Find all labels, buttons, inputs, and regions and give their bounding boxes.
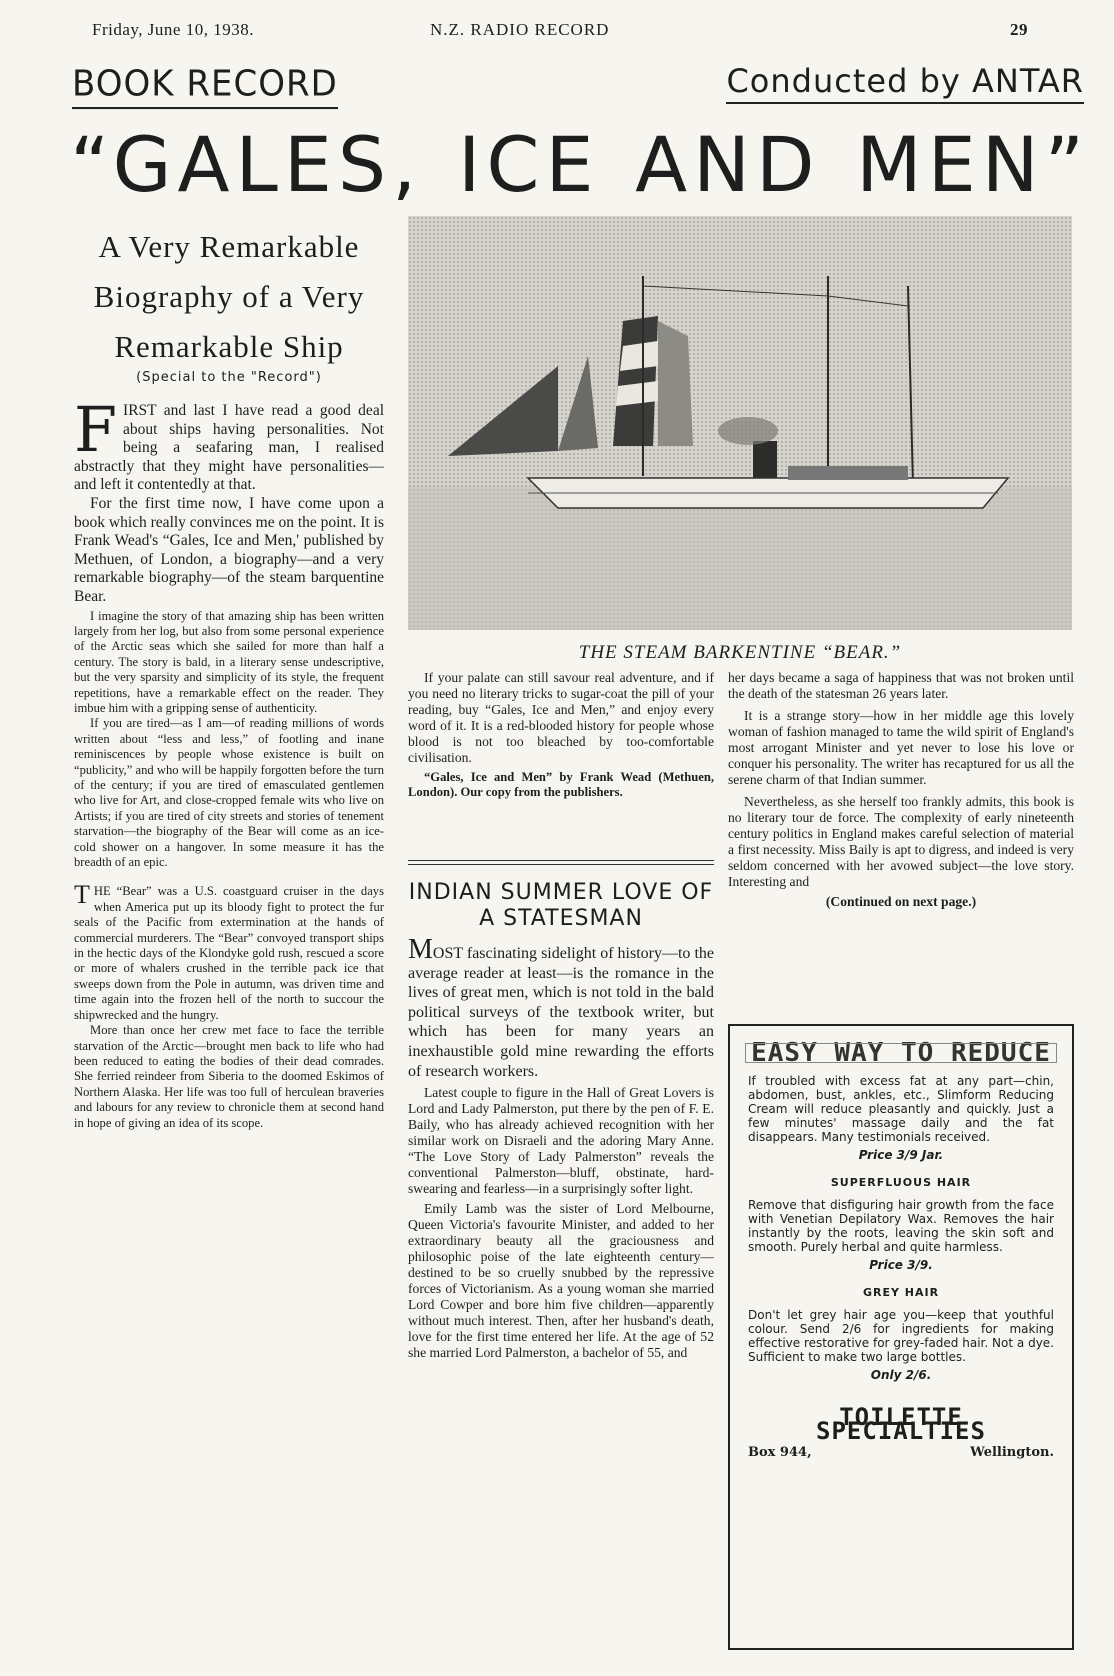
paragraph: For the first time now, I have come upon a book which really convinces me on the point. It is Frank Wead's “Gales, Ice and Men,' published by Methuen, of London, a biography—and a very remarkable biography—of the steam barquentine Bear. xyxy=(74,494,384,605)
special-note: (Special to the "Record") xyxy=(136,370,322,385)
paragraph: Emily Lamb was the sister of Lord Melbourne, Queen Victoria's favourite Minister, and added to her extraordinary beauty all the graciousness and philosophic poise of the late eighteenth century—destined to be so cruelly snubbed by the repressive forces of Victorianism. As a young woman she married Lord Cowper and bore him five children—apparently without much interest. Then, after her husband's death, love for the first time entered her life. At the age of 52 she married Lord Palmerston, a bachelor of 55, and xyxy=(408,1201,714,1361)
second-article-title: INDIAN SUMMER LOVE OF A STATESMAN xyxy=(408,880,714,931)
intro-paragraph: IRST and last I have read a good deal about ships having personalities. Not being a seafaring man, I realised abstractly that they might have personalities—and left it contentedly at that. xyxy=(74,402,384,494)
ad-box: Box 944, xyxy=(748,1445,812,1460)
issue-date: Friday, June 10, 1938. xyxy=(92,20,254,39)
ad-price: Price 3/9. xyxy=(869,1258,933,1272)
drop-cap: M xyxy=(408,934,433,965)
paragraph: OST fascinating sidelight of history—to the average reader at least—is the romance in the lives of great men, which is not told in the bald political surveys of the textbook writer, but which has been for many years an inexhaustible gold mine rewarding the efforts of research workers. xyxy=(408,945,714,1080)
ad-subheading: GREY HAIR xyxy=(862,1286,940,1299)
ad-paragraph: If troubled with excess fat at any part—chin, abdomen, bust, ankles, etc., Slimform Reducing Cream will reduce pleasantly and quickly. Just a few minutes' massage daily and the fat disappears. Many testimonials received. xyxy=(748,1074,1054,1144)
ad-title: EASY WAY TO REDUCE xyxy=(748,1046,1054,1060)
page-number: 29 xyxy=(1010,20,1028,39)
ad-paragraph: Remove that disfiguring hair growth from the face with Venetian Depilatory Wax. Removes the hair instantly by the roots, leaving the skin soft and smooth. Purely herbal and quite harmless. xyxy=(748,1198,1054,1254)
paragraph: her days became a saga of happiness that was not broken until the death of the statesman 26 years later. xyxy=(728,670,1074,701)
section-title: BOOK RECORD xyxy=(72,63,338,109)
paragraph: More than once her crew met face to face the terrible starvation of the Arctic—brought men back to life who had been reduced to eating the bodies of their dead comrades. She ferried reindeer from Siberia to the doomed Eskimos of Northern Alaska. Her life was too full of herculean braveries and labours for any review to chronicle them at second hand in hope of giving an idea of its scope. xyxy=(74,1023,384,1130)
headline-word: “GALES, xyxy=(70,120,423,209)
advertisement xyxy=(728,1024,1074,1650)
drop-cap: T xyxy=(74,880,90,910)
ship-photo xyxy=(408,216,1072,630)
ad-address xyxy=(748,1446,1054,1460)
paragraph: If your palate can still savour real adventure, and if you need no literary tricks to sugar-coat the pill of your reading, buy “Gales, Ice and Men,” and enjoy every word of it. It is a red-blooded history for people whose blood is not too bleached by too-comfortable civilisation. xyxy=(408,670,714,765)
paragraph: HE “Bear” was a U.S. coastguard cruiser in the days when America put up its bloody fight to protect the fur seals of the Pacific from extermination at the hands of commercial murderers. The “Bear” convoyed transport ships in the hectic days of the Klondyke gold rush, rescued a score or more of whalers crushed in the terrible pack ice that sweeps down from the Pole in autumn, was driven time and time again into the frozen hell of the north to succour the shipwrecked and the hungry. xyxy=(74,884,384,1022)
conducted-by: Conducted by ANTAR xyxy=(726,62,1084,104)
headline-word: ICE xyxy=(457,120,600,209)
book-byline: “Gales, Ice and Men” by Frank Wead (Methuen, London). Our copy from the publishers. xyxy=(408,770,714,799)
ad-brand: TOILETTE SPECIALTIES xyxy=(816,1403,986,1445)
ad-subheading: SUPERFLUOUS HAIR xyxy=(830,1176,972,1189)
article-column-2 xyxy=(408,670,714,800)
continued-note: (Continued on next page.) xyxy=(825,894,977,909)
paragraph: Latest couple to figure in the Hall of Great Lovers is Lord and Lady Palmerston, put there by the pen of F. E. Baily, who has already achieved recognition with her similar work on Disraeli and the adoring Mary Anne. “The Love Story of Lady Palmerston” reveals the conventional Palmerston—bluff, obstinate, hard-swearing and fearless—in a surprisingly softer light. xyxy=(408,1085,714,1197)
headline-word: MEN” xyxy=(856,120,1090,209)
headline-word: AND xyxy=(635,120,821,209)
drop-cap: F xyxy=(74,393,118,466)
article-subhead: A Very Remarkable Biography of a Very Remarkable Ship xyxy=(93,229,365,364)
paragraph: I imagine the story of that amazing ship has been written largely from her log, but also from some personal experience of the Arctic seas which she sailed for more than half a century. The story is bald, in a literary sense undescriptive, but the very sparsity and simplicity of its style, the frequent repetitions, have a remarkable effect on the reader. They imbue him with a gripping sense of authenticity. xyxy=(74,608,384,715)
ad-paragraph: Don't let grey hair age you—keep that youthful colour. Send 2/6 for ingredients for making effective restorative for grey-faded hair. Not a dye. Sufficient to make two large bottles. xyxy=(748,1308,1054,1364)
ad-price: Only 2/6. xyxy=(870,1368,932,1382)
paragraph: If you are tired—as I am—of reading millions of words written about “less and less,” of footling and inane reminiscences by people whose existence is built on “publicity,” and who will be happily forgotten before the turn of the century; if you are tired of emasculated gentlemen who live for Art, and close-cropped female wits who live on Artists; if you are tired of city streets and stories of tenement starvation—the biography of the Bear will come as an ice-cold shower on a hangover. In some measure it has the breadth of an epic. xyxy=(74,716,384,870)
publication-name: N.Z. RADIO RECORD xyxy=(430,20,610,39)
second-article-body xyxy=(408,934,714,1361)
article-column-1 xyxy=(74,393,384,1131)
paragraph: It is a strange story—how in her middle age this lovely woman of fashion managed to tame the wild spirit of England's most arrogant Minister and yet never to lose his love or conquer his personality. The writer has recaptured for us all the serene charm of that Indian summer. xyxy=(728,708,1074,787)
headline xyxy=(70,120,1090,210)
ad-price: Price 3/9 Jar. xyxy=(858,1148,944,1162)
paragraph: Nevertheless, as she herself too frankly admits, this book is no literary tour de force. The complexity of early nineteenth century politics in England makes careful selection of material a first necessity. Miss Baily is apt to digress, and indeed is very seldom concerned with her avowed subject—the love story. Interesting and xyxy=(728,794,1074,889)
article-column-3 xyxy=(728,670,1074,910)
divider xyxy=(408,864,714,865)
photo-caption: THE STEAM BARKENTINE “BEAR.” xyxy=(578,642,902,663)
ad-city: Wellington. xyxy=(970,1445,1054,1460)
divider xyxy=(408,860,714,861)
